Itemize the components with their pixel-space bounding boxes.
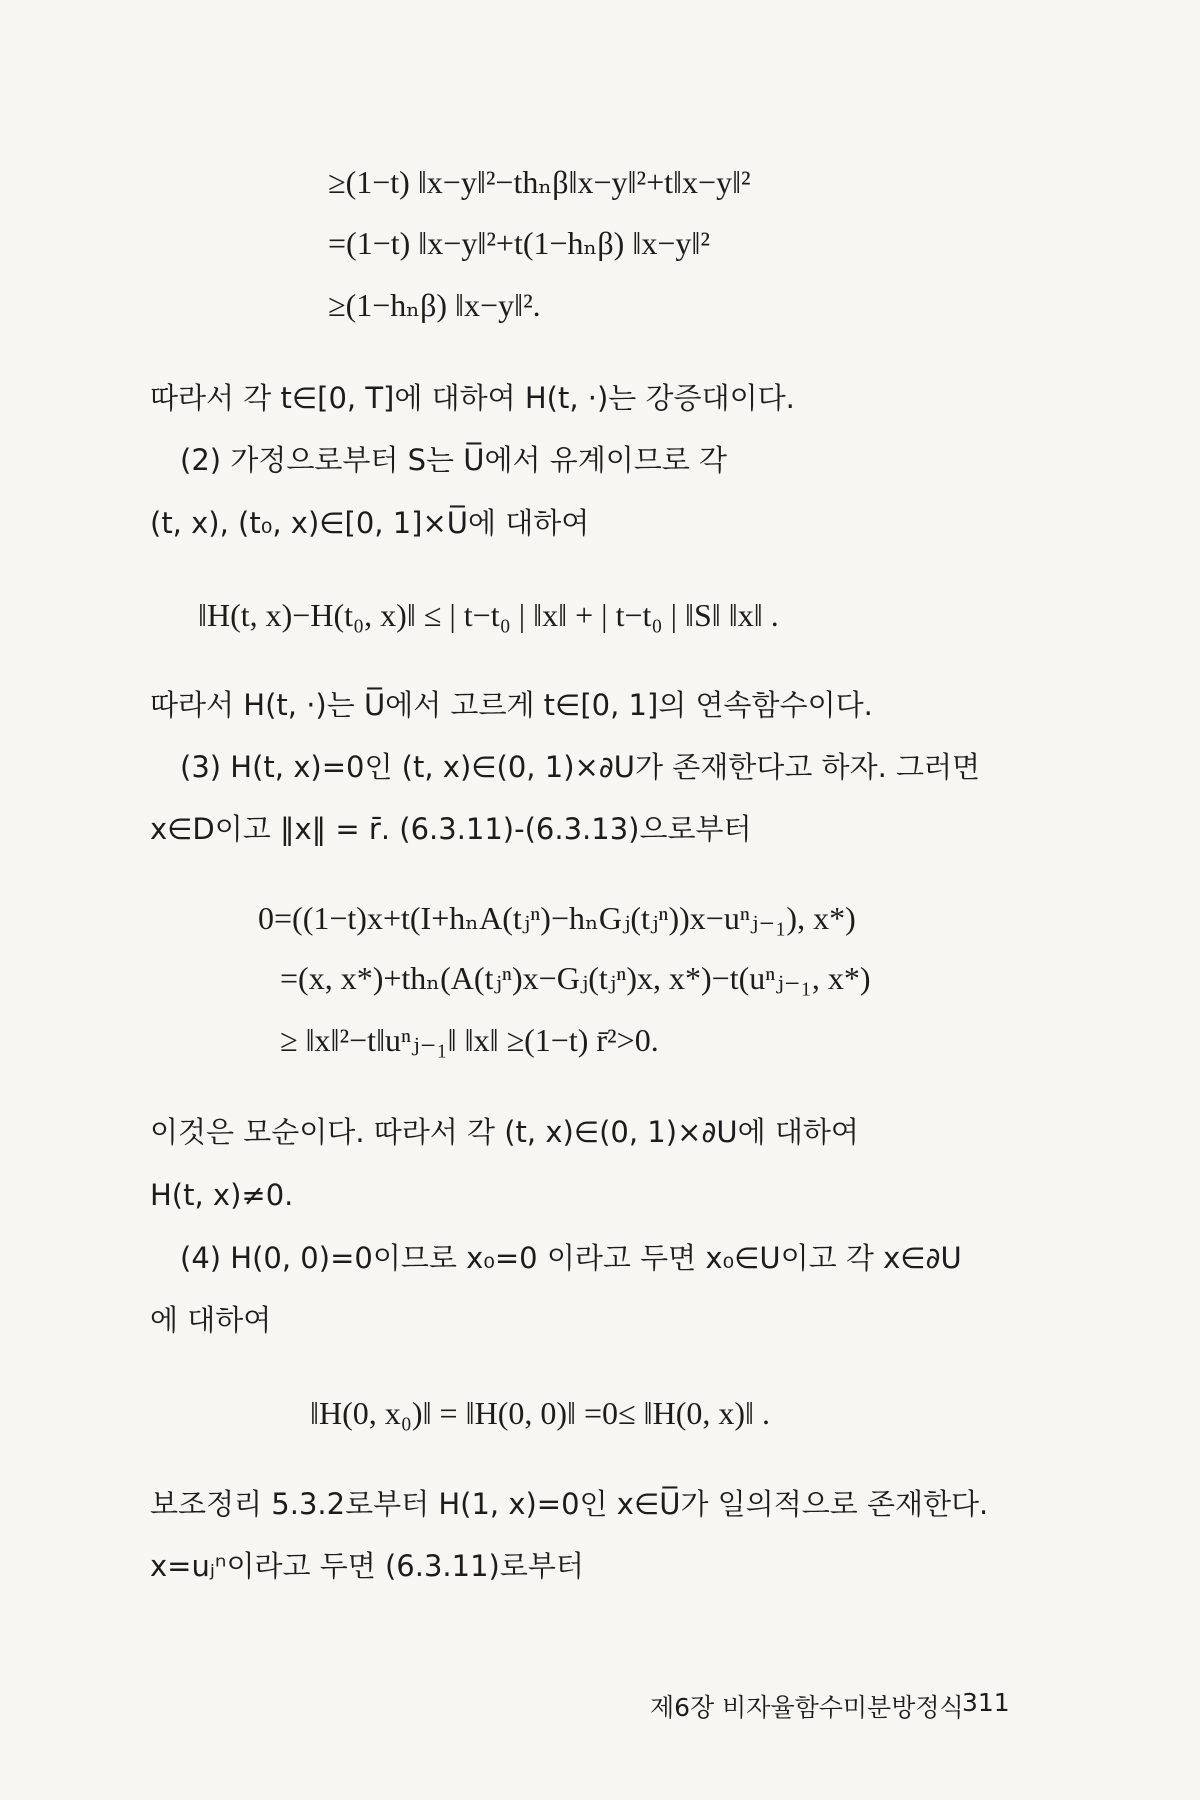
equation-line: ≥(1−t) ‖x−y‖²−thₙβ‖x−y‖²+t‖x−y‖² bbox=[328, 164, 751, 200]
equation-line: ≥ ‖x‖²−t‖uⁿⱼ₋₁‖ ‖x‖ ≥(1−t) r̄²>0. bbox=[280, 1022, 659, 1058]
equation-line: ‖H(t, x)−H(t₀, x)‖ ≤ | t−t₀ | ‖x‖ + | t−t₀ | ‖S‖ ‖x‖ . bbox=[198, 597, 779, 633]
paragraph-line: 따라서 H(t, ·)는 U̅에서 고르게 t∈[0, 1]의 연속함수이다. bbox=[150, 688, 873, 722]
paragraph-line: 에 대하여 bbox=[150, 1303, 272, 1337]
paragraph-line: 보조정리 5.3.2로부터 H(1, x)=0인 x∈U̅가 일의적으로 존재한다. bbox=[150, 1487, 989, 1521]
equation-line: ≥(1−hₙβ) ‖x−y‖². bbox=[328, 287, 541, 323]
paragraph-line: x=uⱼⁿ이라고 두면 (6.3.11)로부터 bbox=[150, 1549, 584, 1583]
paragraph-line: 이것은 모순이다. 따라서 각 (t, x)∈(0, 1)×∂U에 대하여 bbox=[150, 1115, 859, 1149]
equation-line: =(1−t) ‖x−y‖²+t(1−hₙβ) ‖x−y‖² bbox=[328, 225, 710, 261]
paragraph-line: (t, x), (t₀, x)∈[0, 1]×U̅에 대하여 bbox=[150, 506, 590, 540]
running-footer-chapter: 제6장 비자율함수미분방정식 bbox=[650, 1693, 964, 1722]
paragraph-line: H(t, x)≠0. bbox=[150, 1178, 294, 1212]
equation-line: ‖H(0, x₀)‖ = ‖H(0, 0)‖ =0≤ ‖H(0, x)‖ . bbox=[310, 1395, 770, 1431]
paragraph-line: (4) H(0, 0)=0이므로 x₀=0 이라고 두면 x₀∈U이고 각 x∈∂U bbox=[180, 1241, 962, 1275]
paragraph-line: x∈D이고 ‖x‖ = r̄. (6.3.11)-(6.3.13)으로부터 bbox=[150, 812, 752, 846]
page-number: 311 bbox=[962, 1688, 1010, 1717]
equation-line: =(x, x*)+thₙ(A(tⱼⁿ)x−Gⱼ(tⱼⁿ)x, x*)−t(uⁿⱼ₋₁, x*) bbox=[280, 960, 871, 996]
paragraph-line: (2) 가정으로부터 S는 U̅에서 유계이므로 각 bbox=[180, 443, 728, 477]
paragraph-line: 따라서 각 t∈[0, T]에 대하여 H(t, ·)는 강증대이다. bbox=[150, 381, 795, 415]
paragraph-line: (3) H(t, x)=0인 (t, x)∈(0, 1)×∂U가 존재한다고 하자. 그러면 bbox=[180, 750, 981, 784]
equation-line: 0=((1−t)x+t(I+hₙA(tⱼⁿ)−hₙGⱼ(tⱼⁿ))x−uⁿⱼ₋₁), x*) bbox=[258, 900, 856, 936]
